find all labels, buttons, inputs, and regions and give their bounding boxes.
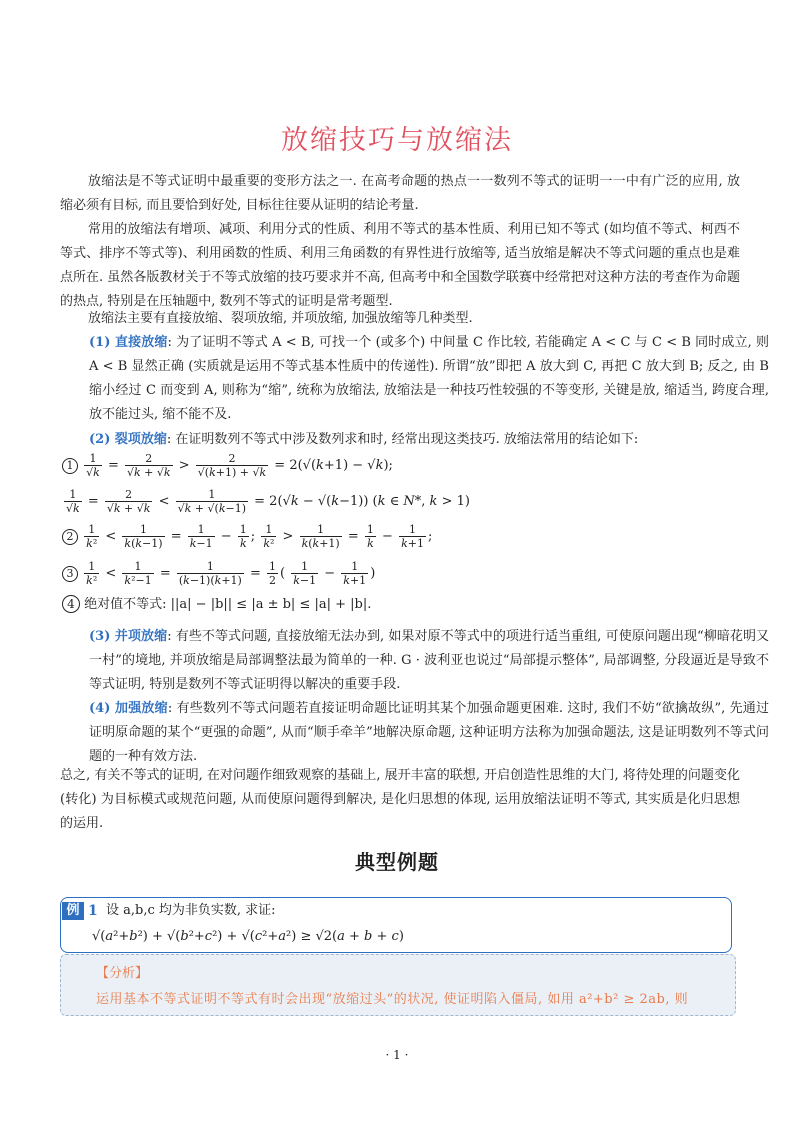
section-direct-scaling bbox=[60, 331, 769, 427]
section-heading: (3) 并项放缩 bbox=[89, 629, 168, 644]
section-heading: (1) 直接放缩 bbox=[89, 335, 168, 350]
section-heading: (4) 加强放缩 bbox=[89, 701, 168, 716]
section-heading: (2) 裂项放缩 bbox=[89, 432, 167, 447]
formula-4-text: 绝对值不等式: ||a| − |b|| ≤ |a ± b| ≤ |a| + |b|. bbox=[84, 597, 372, 612]
page-number: · 1 · bbox=[385, 1048, 409, 1062]
formula-4: 4 绝对值不等式: ||a| − |b|| ≤ |a ± b| ≤ |a| + |b|. bbox=[62, 594, 371, 616]
section-text: : 在证明数列不等式中涉及数列求和时, 经常出现这类技巧. 放缩法常用的结论如下: bbox=[166, 432, 639, 447]
section-split-scaling bbox=[60, 428, 769, 452]
formula-1b: $\frac{1}{√k}$ = $\frac{2}{√k + √k}$ < $\frac{1}{√k + √(k-1)}$ = 2(√k − √(k−1)) (k ∈ N*, k > 1) bbox=[66, 488, 470, 515]
section-merge-scaling bbox=[60, 625, 769, 697]
formula-1a: 1 $\frac{1}{√k}$ = $\frac{2}{√k + √k}$ > $\frac{2}{√(k+1) + √k}$ = 2(√(k+1) − √k); bbox=[62, 452, 393, 479]
analysis-text: 运用基本不等式证明不等式有时会出现“放缩过头”的状况, 使证明陷入僵局, 如用 a²+b² ≥ 2ab, 则 bbox=[96, 992, 689, 1007]
formula-2: 2 $\frac{1}{\text{k²}}$ < $\frac{1}{k(k-1)}$ = $\frac{1}{k-1}$ − $\frac{1}{k}$ ; $\frac{1}{\text{k²}}$ > $\frac{1}{k(k+1)}$ = $\frac{1}{k}$ − $\frac{1}{k+1}$ ; bbox=[62, 523, 432, 550]
intro-paragraph-2: 常用的放缩法有增项、减项、利用分式的性质、利用不等式的基本性质、利用已知不等式 (如均值不等式、柯西不等式、排序不等式等)、利用函数的性质、利用三角函数的有界性进行放缩等, 适当放缩是解决不等式问题的重点也是难点所在. 虽然各版教材关于不等式放缩的技巧要求并不高, 但高考中和全国数学联赛中经常把对这种方法的考查作为命题的热点, 特别是在压轴题中, 数列不等式的证明是常考题型. bbox=[60, 222, 740, 309]
example-text: 设 a,b,c 均为非负实数, 求证: bbox=[106, 903, 276, 918]
example-number: 1 bbox=[88, 903, 98, 919]
analysis-heading: 【分析】 bbox=[96, 966, 149, 981]
intro-paragraph-1: 放缩法是不等式证明中最重要的变形方法之一. 在高考命题的热点一一数列不等式的证明一一中有广泛的应用, 放缩必须有目标, 而且要恰到好处, 目标往往要从证明的结论考量. bbox=[60, 174, 740, 213]
section-text: : 有些数列不等式问题若直接证明命题比证明其某个加强命题更困难. 这时, 我们不妨“欲擒故纵”, 先通过证明原命题的某个“更强的命题”, 从而“顺手牵羊”地解决原命题, 这种证明方法称为加强命题法, 这是证明数列不等式问题的一种有效方法. bbox=[89, 701, 769, 764]
example-formula: √(a²+b²) + √(b²+c²) + √(c²+a²) ≥ √2(a + b + c) bbox=[92, 929, 404, 944]
section-text: : 为了证明不等式 A < B, 可找一个 (或多个) 中间量 C 作比较, 若能确定 A < C 与 C < B 同时成立, 则 A < B 显然正确 (实质就是运用不等式基本性质中的传递性). 所谓“放”即把 A 放大到 C, 再把 C 放大到 B; 反之, 由 B 缩小经过 C 而变到 A, 则称为“缩”, 统称为放缩法, 放缩法是一种技巧性较强的不等变形, 关键是放, 缩适当, 跨度合理, 放不能过头, 缩不能不及. bbox=[89, 335, 770, 422]
intro-paragraph-3: 放缩法主要有直接放缩、裂项放缩, 并项放缩, 加强放缩等几种类型. bbox=[88, 311, 473, 326]
section-strengthen-scaling bbox=[60, 697, 769, 769]
section-text: : 有些不等式问题, 直接放缩无法办到, 如果对原不等式中的项进行适当重组, 可使原问题出现“柳暗花明又一村”的境地, 并项放缩是局部调整法最为简单的一种. G · 波利亚也说过“局部提示整体”, 局部调整, 分段逼近是导致不等式证明, 特别是数列不等式证明得以解决的重要手段. bbox=[89, 629, 770, 692]
section-title: 典型例题 bbox=[355, 850, 439, 874]
formula-3: 3 $\frac{1}{\text{k²}}$ < $\frac{1}{\text{k²−1}}$ = $\frac{1}{(k-1)(k+1)}$ = $\frac{1}{2}$ ( $\frac{1}{k-1}$ − $\frac{1}{k+1}$ ) bbox=[62, 560, 375, 587]
example-tag: 例 bbox=[62, 902, 84, 920]
summary-paragraph: 总之, 有关不等式的证明, 在对问题作细致观察的基础上, 展开丰富的联想, 开启创造性思维的大门, 将待处理的问题变化 (转化) 为目标模式或规范问题, 从而使原问题得到解决, 是化归思想的体现, 运用放缩法证明不等式, 其实质是化归思想的运用. bbox=[60, 768, 740, 831]
page-title: 放缩技巧与放缩法 bbox=[281, 125, 513, 156]
